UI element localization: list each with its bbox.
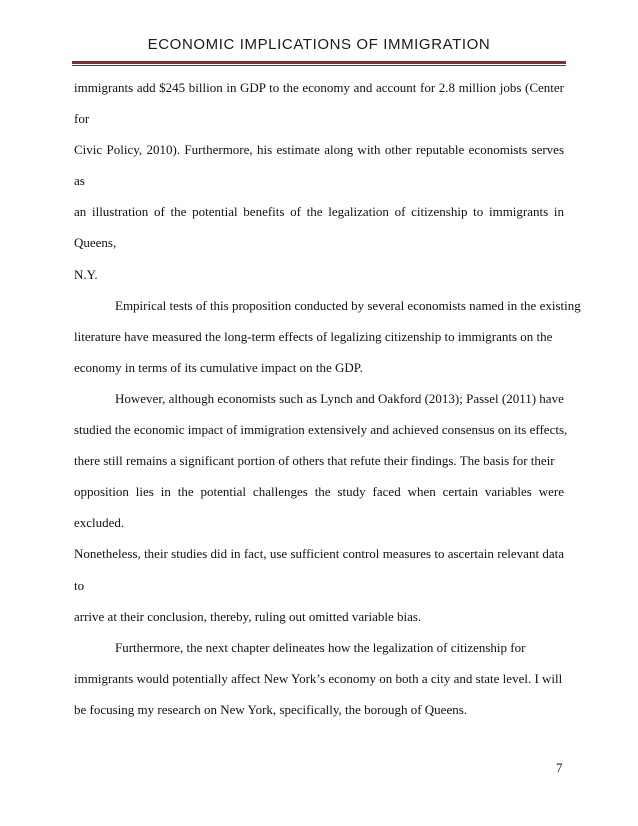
header-rule [72, 61, 566, 64]
text-line: economy in terms of its cumulative impact on the GDP. [74, 359, 363, 375]
header-rule-thin [72, 65, 566, 66]
text-line: be focusing my research on New York, specifically, the borough of Queens. [74, 701, 468, 717]
page-header-title: ECONOMIC IMPLICATIONS OF IMMIGRATION [147, 36, 491, 53]
body-text [74, 72, 581, 725]
text-line: However, although economists such as Lynch and Oakford (2013); Passel (2011) have [115, 390, 564, 406]
text-line: arrive at their conclusion, thereby, ruling out omitted variable bias. [74, 608, 422, 624]
text-line: Civic Policy, 2010). Furthermore, his estimate along with other reputable economists serves as [74, 142, 564, 189]
text-line: Furthermore, the next chapter delineates how the legalization of citizenship for [115, 639, 526, 655]
text-line: immigrants would potentially affect New York’s economy on both a city and state level. I will [74, 670, 563, 686]
text-line: literature have measured the long-term effects of legalizing citizenship to immigrants on the [74, 328, 553, 344]
page-number: 7 [556, 760, 563, 775]
text-line: there still remains a significant portion of others that refute their findings. The basis for their [74, 453, 555, 469]
text-line: opposition lies in the potential challenges the study faced when certain variables were excluded. [74, 484, 564, 531]
text-line: studied the economic impact of immigration extensively and achieved consensus on its effects, [74, 422, 568, 438]
text-line: Nonetheless, their studies did in fact, use sufficient control measures to ascertain relevant data to [74, 546, 564, 593]
text-line: an illustration of the potential benefits of the legalization of citizenship to immigrants in Queens, [74, 204, 564, 251]
text-line: Empirical tests of this proposition conducted by several economists named in the existing [115, 297, 581, 313]
text-line: N.Y. [74, 266, 98, 282]
text-line: immigrants add $245 billion in GDP to the economy and account for 2.8 million jobs (Center for [74, 80, 564, 127]
